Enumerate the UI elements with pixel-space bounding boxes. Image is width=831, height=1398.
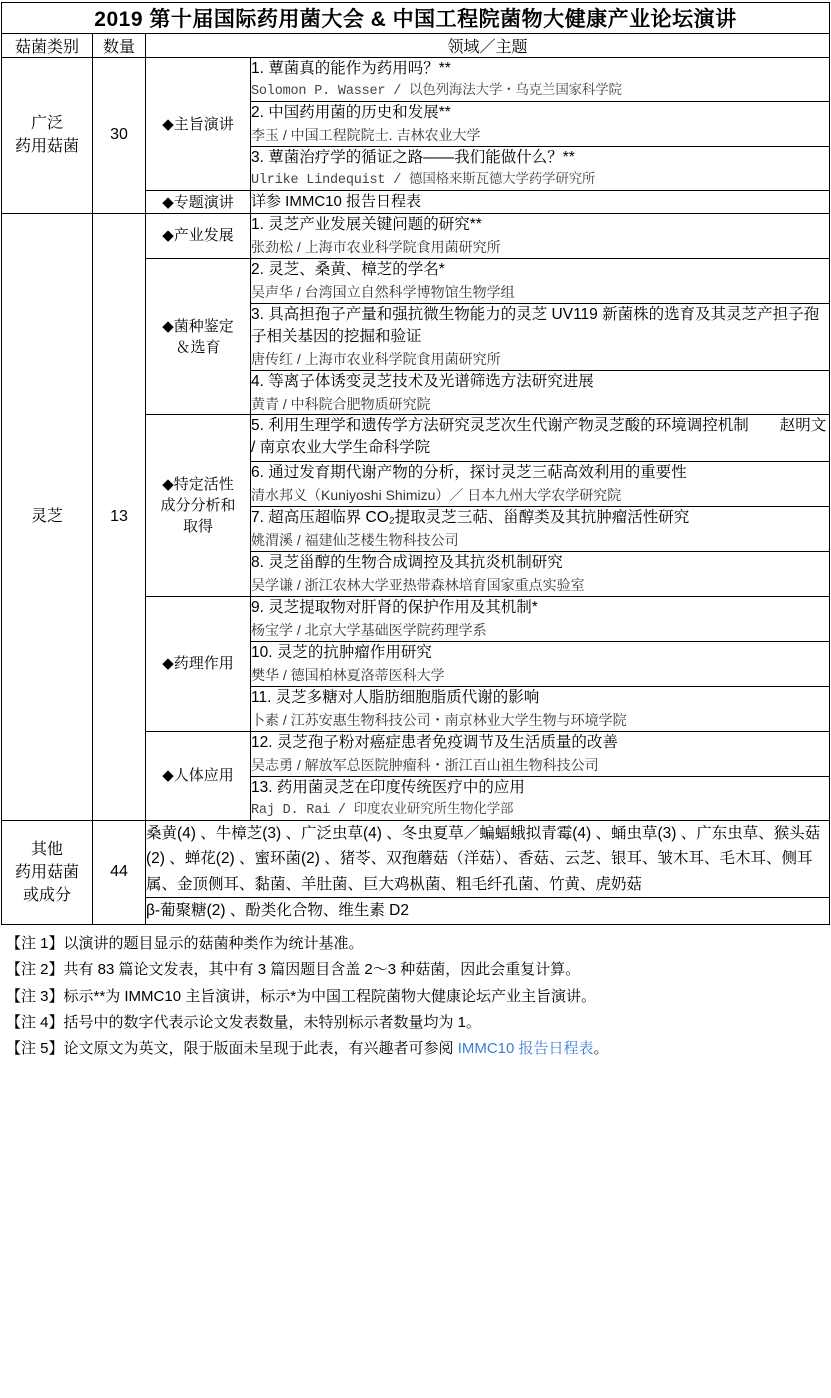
group-special-lecture-label: ◆专题演讲 — [146, 191, 251, 214]
item-author: 张劲松 / 上海市农业科学院食用菌研究所 — [251, 238, 501, 255]
item-author: 姚渭溪 / 福建仙芝楼生物科技公司 — [251, 532, 459, 549]
category-broad-medicinal — [2, 58, 93, 214]
notes-section — [6, 931, 829, 1062]
item-author: 黄青 / 中科院合肥物质研究院 — [251, 395, 431, 412]
list-item — [251, 58, 830, 102]
item-author: 杨宝学 / 北京大学基础医学院药理学系 — [251, 622, 487, 639]
item-author: 唐传红 / 上海市农业科学院食用菌研究所 — [251, 350, 501, 367]
header-category: 菇菌类别 — [2, 34, 93, 58]
header-row — [2, 34, 830, 58]
list-item — [251, 641, 830, 686]
item-title: 9. 灵芝提取物对肝肾的保护作用及其机制* — [251, 599, 538, 617]
group-industry-label: ◆产业发展 — [146, 213, 251, 258]
note-3-text: 标示**为 IMMC10 主旨演讲，标示*为中国工程院菌物大健康论坛产业主旨演讲。 — [63, 987, 597, 1005]
item-title: 7. 超高压超临界 CO₂提取灵芝三萜、甾醇类及其抗肿瘤活性研究 — [251, 509, 690, 527]
count-other: 44 — [93, 820, 146, 924]
category-other-line-1: 其他 — [30, 840, 63, 858]
page-title: 2019 第十届国际药用菌大会 & 中国工程院菌物大健康产业论坛演讲 — [2, 3, 830, 34]
table-row — [2, 820, 830, 898]
item-author: Raj D. Rai / 印度农业研究所生物化学部 — [251, 802, 514, 818]
document-page — [0, 2, 831, 1062]
note-3-label: 【注 3】 — [6, 987, 64, 1005]
count-broad-medicinal: 30 — [93, 58, 146, 214]
note-4-text: 括号中的数字代表示论文发表数量，未特别标示者数量均为 1。 — [63, 1013, 482, 1031]
item-title: 10. 灵芝的抗肿瘤作用研究 — [251, 643, 432, 661]
item-title: 12. 灵芝孢子粉对癌症患者免疫调节及生活质量的改善 — [251, 733, 618, 751]
item-title: 2. 灵芝、桑黄、樟芝的学名* — [251, 260, 445, 278]
note-2-label: 【注 2】 — [6, 961, 64, 979]
note-2 — [6, 957, 829, 983]
other-mushroom-list: 桑黄(4) 、牛樟芝(3) 、广泛虫草(4) 、冬虫夏草／蝙蝠蛾拟青霉(4) 、蛹虫草(3) 、广东虫草、猴头菇(2) 、蝉花(2) 、蜜环菌(2) 、猪苓、双孢蘑菇（洋菇）、香菇、云芝、银耳、皱木耳、毛木耳、侧耳属、金顶侧耳、黏菌、羊肚菌、巨大鸡枞菌、粗毛纤孔菌、竹黄、虎奶菇 — [146, 820, 830, 898]
note-3 — [6, 984, 829, 1010]
note-5-tail: 。 — [593, 1040, 609, 1058]
conference-program-table — [1, 2, 830, 925]
note-4 — [6, 1010, 829, 1036]
group-active-compounds-label-line-3: 取得 — [182, 518, 213, 536]
list-item — [251, 370, 830, 415]
group-strain-label — [146, 258, 251, 415]
item-author: 樊华 / 德国柏林夏洛蒂医科大学 — [251, 666, 445, 683]
category-lingzhi: 灵芝 — [2, 213, 93, 820]
category-line-2: 药用菇菌 — [14, 138, 79, 156]
group-human-application-label: ◆人体应用 — [146, 731, 251, 820]
header-field: 领域／主题 — [146, 34, 830, 58]
list-item — [251, 147, 830, 191]
item-title: 3. 具高担孢子产量和强抗微生物能力的灵芝 UV119 新菌株的选育及其灵芝产担子孢子相关基因的挖掘和验证 — [251, 305, 820, 345]
note-5-text: 论文原文为英文，限于版面未呈现于此表，有兴趣者可参阅 — [63, 1040, 458, 1058]
list-item — [251, 462, 830, 507]
group-active-compounds-label — [146, 415, 251, 597]
item-title: 6. 通过发育期代谢产物的分析，探讨灵芝三萜高效利用的重要性 — [251, 464, 687, 482]
item-author: 吴学谦 / 浙江农林大学亚热带森林培育国家重点实验室 — [251, 577, 585, 594]
list-item — [251, 213, 830, 258]
group-strain-label-line-2: ＆选育 — [175, 338, 221, 356]
item-author: 吴声华 / 台湾国立自然科学博物馆生物学组 — [251, 283, 515, 300]
item-author: Ulrike Lindequist / 德国格来斯瓦德大学药学研究所 — [251, 173, 596, 189]
note-4-label: 【注 4】 — [6, 1013, 64, 1031]
note-5-label: 【注 5】 — [6, 1040, 64, 1058]
item-title: 1. 蕈菌真的能作为药用吗？** — [251, 60, 451, 77]
note-5 — [6, 1036, 829, 1062]
item-title: 2. 中国药用菌的历史和发展** — [251, 104, 451, 122]
list-item — [251, 731, 830, 776]
item-title: 13. 药用菌灵芝在印度传统医疗中的应用 — [251, 778, 525, 796]
list-item — [251, 258, 830, 303]
item-author: 清水邦义（Kuniyoshi Shimizu）／ 日本九州大学农学研究院 — [251, 487, 622, 504]
list-item — [251, 415, 830, 462]
immc10-schedule-link[interactable]: IMMC10 报告日程表 — [457, 1040, 594, 1058]
item-title: 1. 灵芝产业发展关键问题的研究** — [251, 215, 482, 233]
category-other-line-2: 药用菇菌 — [14, 863, 79, 881]
item-title: 3. 蕈菌治疗学的循证之路——我们能做什么？** — [251, 149, 575, 167]
group-strain-label-line-1: ◆菌种鉴定 — [162, 317, 234, 335]
item-author: 吴志勇 / 解放军总医院肿瘤科・浙江百山祖生物科技公司 — [251, 756, 599, 773]
list-item — [251, 303, 830, 370]
category-other — [2, 820, 93, 924]
group-pharmacology-label: ◆药理作用 — [146, 597, 251, 732]
item-author: 卜素 / 江苏安惠生物科技公司・南京林业大学生物与环境学院 — [251, 711, 627, 728]
list-item — [251, 102, 830, 147]
list-item — [251, 597, 830, 642]
list-item — [251, 686, 830, 731]
group-active-compounds-label-line-2: 成分分析和 — [160, 497, 236, 515]
title-row — [2, 3, 830, 34]
table-row — [2, 213, 830, 258]
category-other-line-3: 或成分 — [22, 886, 71, 904]
group-keynote-label: ◆主旨演讲 — [146, 58, 251, 191]
note-2-text: 共有 83 篇论文发表，其中有 3 篇因题目含盖 2～3 种菇菌，因此会重复计算。 — [63, 961, 581, 979]
list-item — [251, 552, 830, 597]
list-item — [251, 776, 830, 820]
note-1 — [6, 931, 829, 957]
item-title: 8. 灵芝甾醇的生物合成调控及其抗炎机制研究 — [251, 554, 563, 572]
count-lingzhi: 13 — [93, 213, 146, 820]
header-count: 数量 — [93, 34, 146, 58]
item-title: 5. 利用生理学和遗传学方法研究灵芝次生代谢产物灵芝酸的环境调控机制 赵明文 / 南京农业大学生命科学院 — [251, 417, 827, 457]
note-1-text: 以演讲的题目显示的菇菌种类作为统计基准。 — [63, 934, 364, 952]
table-row — [2, 58, 830, 102]
item-title: 11. 灵芝多糖对人脂肪细胞脂质代谢的影响 — [251, 688, 540, 706]
category-line-1: 广泛 — [30, 115, 63, 133]
item-title: 4. 等离子体诱变灵芝技术及光谱筛选方法研究进展 — [251, 372, 594, 390]
group-active-compounds-label-line-1: ◆特定活性 — [162, 476, 234, 494]
item-author: Solomon P. Wasser / 以色列海法大学・乌克兰国家科学院 — [251, 84, 622, 99]
other-component-list: β-葡聚糖(2) 、酚类化合物、维生素 D2 — [146, 898, 830, 925]
list-item — [251, 507, 830, 552]
group-special-lecture-text: 详参 IMMC10 报告日程表 — [251, 191, 830, 214]
note-1-label: 【注 1】 — [6, 934, 64, 952]
item-author: 李玉 / 中国工程院院士. 吉林农业大学 — [251, 127, 481, 144]
